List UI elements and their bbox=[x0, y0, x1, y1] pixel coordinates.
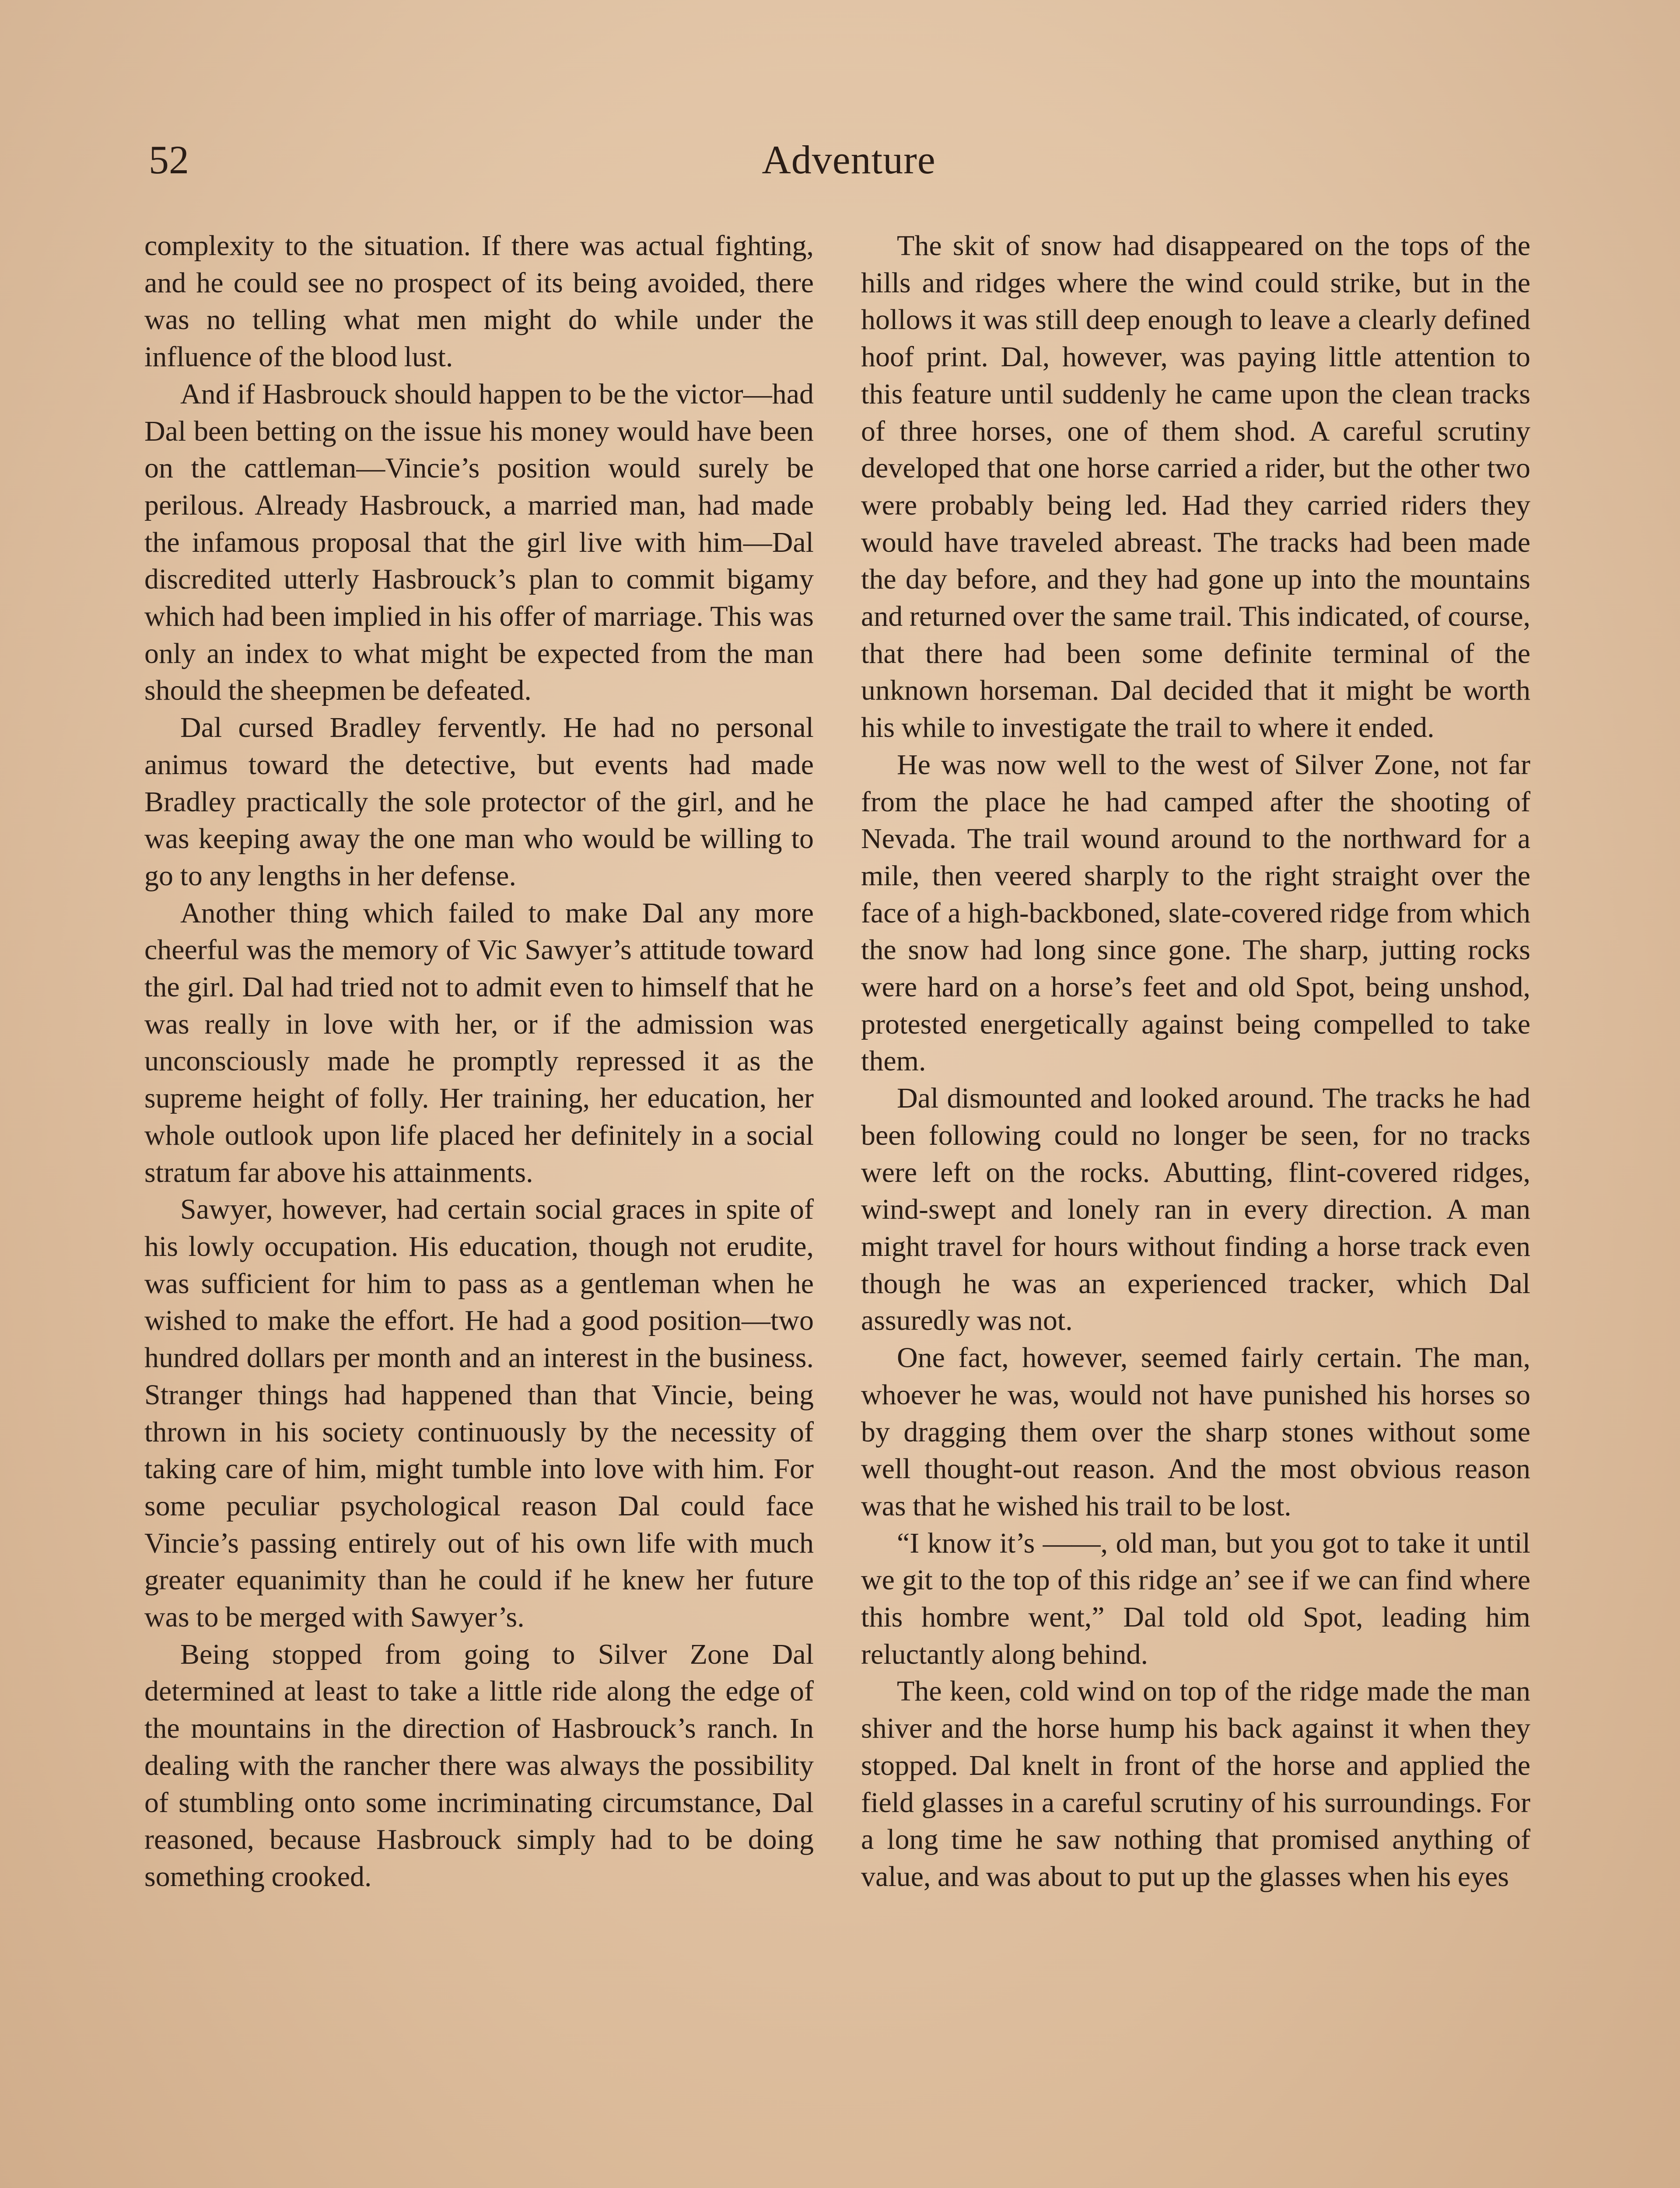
right-column bbox=[861, 228, 1530, 2188]
page-number: 52 bbox=[149, 137, 189, 182]
paragraph: The skit of snow had disappeared on the tops of the hills and ridges where the wind could strike, but in the hollows it was still deep enough to leave a clearly defined hoof print. Dal, however, was paying little attention to this feature until suddenly he came upon the clean tracks of three horses, one of them shod. A careful scrutiny developed that one horse carried a rider, but the other two were probably being led. Had they carried riders they would have traveled abreast. The tracks had been made the day before, and they had gone up into the mountains and returned over the same trail. This indicated, of course, that there had been some definite terminal of the unknown horseman. Dal decided that it might be worth his while to investigate the trail to where it ended. bbox=[861, 230, 1530, 744]
paragraph: Dal cursed Bradley fervently. He had no personal animus toward the detective, but events had made Bradley practically the sole protector of the girl, and he was keeping away the one man who would be willing to go to any lengths in her defense. bbox=[144, 712, 814, 892]
page-header bbox=[144, 131, 1553, 197]
paragraph: Another thing which failed to make Dal any more cheerful was the memory of Vic Sawyer’s attitude toward the girl. Dal had tried not to admit even to himself that he was really in love with her, or if the admission was unconsciously made he promptly repressed it as the supreme height of folly. Her training, her education, her whole outlook upon life placed her definitely in a social stratum far above his attainments. bbox=[144, 897, 814, 1189]
paragraph: The keen, cold wind on top of the ridge made the man shiver and the horse hump his back against it when they stopped. Dal knelt in front of the horse and applied the field glasses in a careful scrutiny of his surroundings. For a long time he saw nothing that promised anything of value, and was about to put up the glasses when his eyes bbox=[861, 1675, 1530, 1893]
left-column bbox=[144, 228, 814, 2188]
paragraph: He was now well to the west of Silver Zone, not far from the place he had camped after the shooting of Nevada. The trail wound around to the northward for a mile, then veered sharply to the right straight over the face of a high-backboned, slate-covered ridge from which the snow had long since gone. The sharp, jutting rocks were hard on a horse’s feet and old Spot, being unshod, protested energetically against being compelled to take them. bbox=[861, 748, 1530, 1077]
paragraph: Sawyer, however, had certain social graces in spite of his lowly occupation. His education, though not erudite, was sufficient for him to pass as a gentleman when he wished to make the effort. He had a good position—two hundred dollars per month and an interest in the business. Stranger things had happened than that Vincie, being thrown in his society continuously by the necessity of taking care of him, might tumble into love with him. For some peculiar psychological reason Dal could face Vincie’s passing entirely out of his own life with much greater equanimity than he could if he knew her future was to be merged with Sawyer’s. bbox=[144, 1193, 814, 1634]
paragraph: One fact, however, seemed fairly certain. The man, whoever he was, would not have punished his horses so by dragging them over the sharp stones without some well thought-out reason. And the most obvious reason was that he wished his trail to be lost. bbox=[861, 1342, 1530, 1522]
paragraph: Being stopped from going to Silver Zone Dal determined at least to take a little ride along the edge of the mountains in the direction of Hasbrouck’s ranch. In dealing with the rancher there was always the possibility of stumbling onto some incriminating circumstance, Dal reasoned, because Hasbrouck simply had to be doing something crooked. bbox=[144, 1638, 814, 1893]
paragraph: And if Hasbrouck should happen to be the victor—had Dal been betting on the issue his money would have been on the cattleman—Vincie’s position would surely be perilous. Already Hasbrouck, a married man, had made the infamous proposal that the girl live with him—Dal discredited utterly Hasbrouck’s plan to commit bigamy which had been implied in his offer of marriage. This was only an index to what might be expected from the man should the sheepmen be defeated. bbox=[144, 378, 814, 707]
paragraph: complexity to the situation. If there was actual fighting, and he could see no prospect of its being avoided, there was no telling what men might do while under the influence of the blood lust. bbox=[144, 230, 814, 373]
paragraph: “I know it’s ——, old man, but you got to take it until we git to the top of this ridge an’ see if we can find where this hombre went,” Dal told old Spot, leading him reluctantly along behind. bbox=[861, 1527, 1530, 1670]
running-title: Adventure bbox=[762, 137, 936, 182]
paragraph: Dal dismounted and looked around. The tracks he had been following could no longer be seen, for no tracks were left on the rocks. Abutting, flint-covered ridges, wind-swept and lonely ran in every direction. A man might travel for hours without finding a horse track even though he was an experienced tracker, which Dal assuredly was not. bbox=[861, 1082, 1530, 1337]
